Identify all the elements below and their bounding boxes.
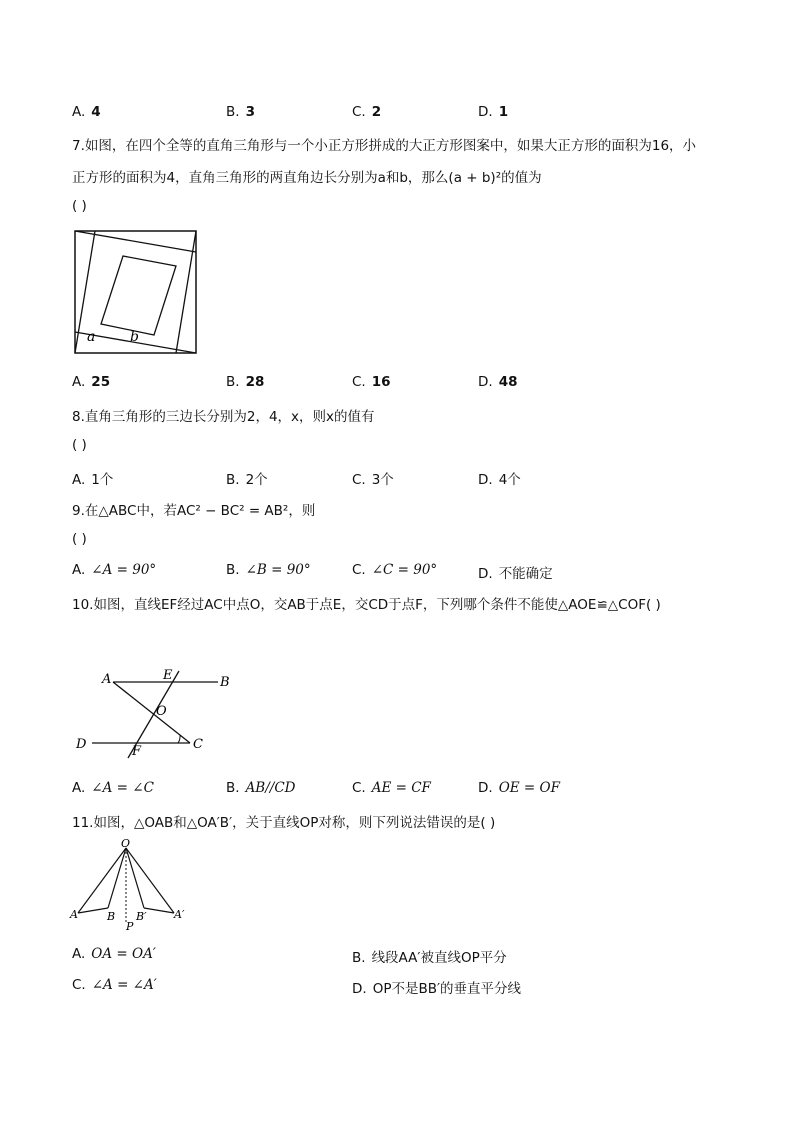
q11-option-d-label: D. [352, 981, 367, 997]
q11-line-ob [108, 848, 126, 908]
q8-option-c-text: 3个 [371, 472, 394, 488]
q7-option-a-label: A. [72, 374, 86, 390]
q11-label-b: B [107, 910, 116, 923]
q10-label-d: D [76, 737, 87, 752]
q10-line-ac [113, 682, 190, 743]
q7-label-b: b [130, 329, 139, 345]
q10-option-b [226, 780, 295, 796]
q10-option-c-label: C. [352, 780, 366, 796]
q8-paren: ( ) [72, 437, 87, 453]
q11-line-oa2 [126, 848, 174, 913]
q10-option-d-text: OE = OF [498, 780, 560, 796]
q7-option-d-text: 48 [498, 374, 518, 390]
q8-option-a-label: A. [72, 472, 86, 488]
q10-label-e: E [163, 668, 173, 683]
q9-option-a [72, 562, 156, 578]
q10-angle-c-arc [178, 735, 180, 743]
q9-option-b-label: B. [226, 562, 240, 578]
q11-stem: 11.如图，△OAB和△OA′B′，关于直线OP对称，则下列说法错误的是( ) [72, 815, 496, 831]
q7-square-figure [72, 228, 200, 358]
q10-label-a: A [102, 672, 112, 687]
q10-label-c: C [193, 737, 203, 752]
q11-line-ob2 [126, 848, 144, 908]
q8-option-d [478, 468, 521, 488]
q9-option-c [352, 562, 437, 578]
q7-option-c-label: C. [352, 374, 366, 390]
q6-option-c-label: C. [352, 104, 366, 120]
q9-option-a-text: ∠A = 90° [91, 562, 157, 578]
q7-inner-square [101, 256, 176, 335]
q7-label-a: a [87, 329, 96, 345]
q10-option-c [352, 780, 431, 796]
q6-option-b [226, 104, 255, 120]
q9-option-b-text: ∠B = 90° [245, 562, 311, 578]
q8-option-a-text: 1个 [91, 472, 114, 488]
q11-option-a-label: A. [72, 946, 86, 962]
q10-figure [72, 660, 242, 760]
q7-option-a-text: 25 [91, 374, 111, 390]
q7-option-b-text: 28 [245, 374, 265, 390]
q10-option-a [72, 780, 154, 796]
q7-option-c [352, 374, 391, 390]
q7-option-c-text: 16 [371, 374, 391, 390]
q8-option-c-label: C. [352, 472, 366, 488]
q11-label-a: A [70, 908, 78, 921]
q7-paren: ( ) [72, 198, 87, 214]
q7-option-b-label: B. [226, 374, 240, 390]
q6-option-c-text: 2 [371, 104, 382, 120]
q11-label-p: P [126, 920, 134, 933]
q8-option-b [226, 468, 268, 488]
q6-option-d-label: D. [478, 104, 493, 120]
q10-stem: 10.如图，直线EF经过AC中点O，交AB于点E，交CD于点F，下列哪个条件不能使△AOE≌△COF( ) [72, 597, 661, 613]
q10-option-a-text: ∠A = ∠C [91, 780, 154, 796]
q9-option-a-label: A. [72, 562, 86, 578]
q9-option-d [478, 562, 553, 582]
q8-option-a [72, 468, 113, 488]
q8-option-d-label: D. [478, 472, 493, 488]
q11-line-a2b2 [144, 908, 174, 913]
q11-label-b-prime: B′ [136, 910, 147, 923]
q11-option-a [72, 946, 156, 962]
q7-option-b [226, 374, 264, 390]
q9-option-c-text: ∠C = 90° [371, 562, 438, 578]
q6-option-b-label: B. [226, 104, 240, 120]
q11-option-d-text: OP不是BB′的垂直平分线 [372, 981, 522, 997]
q6-option-b-text: 3 [245, 104, 255, 120]
q11-option-a-text: OA = OA′ [91, 946, 156, 962]
q11-option-c-label: C. [72, 977, 86, 993]
q11-option-b-label: B. [352, 950, 366, 966]
q6-option-a-label: A. [72, 104, 86, 120]
q11-option-c-text: ∠A = ∠A′ [91, 977, 157, 993]
q8-option-c [352, 468, 394, 488]
q6-option-d-text: 1 [498, 104, 509, 120]
q11-option-b [352, 946, 507, 966]
q11-line-oa [78, 848, 126, 913]
q10-label-o: O [156, 704, 167, 719]
q7-stem-line2: 正方形的面积为4，直角三角形的两直角边长分别为a和b，那么(a + b)²的值为 [72, 170, 542, 186]
q11-figure [66, 836, 196, 936]
q10-label-b: B [220, 675, 230, 690]
q10-option-c-text: AE = CF [371, 780, 431, 796]
q8-option-d-text: 4个 [498, 472, 521, 488]
q6-option-a-text: 4 [91, 104, 101, 120]
q7-option-d [478, 374, 517, 390]
q10-option-d [478, 780, 560, 796]
q7-option-a [72, 374, 110, 390]
q9-option-b [226, 562, 311, 578]
q10-option-d-label: D. [478, 780, 493, 796]
q10-option-b-label: B. [226, 780, 240, 796]
q6-option-a [72, 104, 101, 120]
q9-stem: 9.在△ABC中，若AC² − BC² = AB²，则 [72, 503, 316, 519]
q11-option-b-text: 线段AA′被直线OP平分 [371, 950, 507, 966]
q7-stem-line1: 7.如图，在四个全等的直角三角形与一个小正方形拼成的大正方形图案中，如果大正方形的面积为16，小 [72, 138, 697, 154]
q6-option-c [352, 104, 381, 120]
q9-option-c-label: C. [352, 562, 366, 578]
q9-option-d-text: 不能确定 [498, 566, 553, 582]
q11-line-ab [78, 908, 108, 913]
q10-option-b-text: AB//CD [245, 780, 296, 796]
q11-option-c [72, 977, 157, 993]
q8-option-b-text: 2个 [245, 472, 268, 488]
q6-option-d [478, 104, 508, 120]
q11-label-o: O [121, 837, 131, 850]
q11-option-d [352, 977, 521, 997]
q9-paren: ( ) [72, 531, 87, 547]
q10-label-f: F [132, 744, 142, 759]
q9-option-d-label: D. [478, 566, 493, 582]
q10-option-a-label: A. [72, 780, 86, 796]
q11-label-a-prime: A′ [174, 908, 185, 921]
q8-option-b-label: B. [226, 472, 240, 488]
q7-option-d-label: D. [478, 374, 493, 390]
q8-stem: 8.直角三角形的三边长分别为2，4，x，则x的值有 [72, 409, 375, 425]
